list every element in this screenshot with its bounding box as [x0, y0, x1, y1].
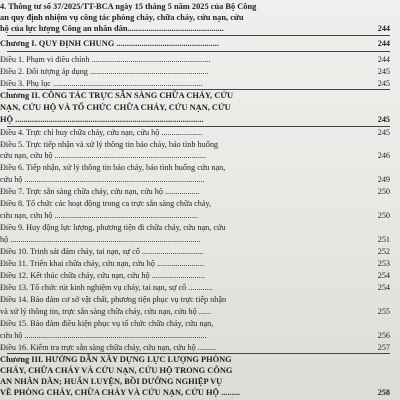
toc-page-number: 253 — [377, 259, 390, 268]
toc-text: Điều 1. Phạm vi điều chỉnh .......................................................... — [0, 55, 211, 64]
toc-row — [0, 24, 400, 34]
toc-row — [0, 343, 400, 353]
toc-text: Điều 12. Kết thúc chữa cháy, cứu nạn, cứu hộ .......................... — [0, 271, 205, 280]
toc-page-number: 251 — [377, 235, 390, 244]
toc-row — [0, 151, 400, 161]
toc-page-number: 245 — [377, 128, 390, 137]
toc-row — [0, 295, 400, 305]
toc-text: Chương III. HƯỚNG DẪN XÂY DỰNG LỰC LƯỢNG PHÒNG — [0, 355, 232, 364]
toc-text: 4. Thông tư số 37/2025/TT-BCA ngày 15 tháng 5 năm 2025 của Bộ Công — [0, 2, 257, 11]
toc-text: cứu nạn, cứu hộ .......................................................................... — [0, 151, 207, 160]
toc-row — [0, 175, 400, 185]
toc-row — [0, 355, 400, 365]
toc-text: Điều 10. Trinh sát đám cháy, tai nạn, sự cố .............................. — [0, 247, 204, 256]
toc-row — [0, 128, 400, 138]
toc-page-number: 255 — [377, 307, 390, 316]
section-divider — [7, 353, 390, 354]
toc-page-number: 258 — [377, 388, 390, 397]
section-divider — [7, 51, 390, 52]
toc-row — [0, 115, 400, 125]
toc-row — [0, 377, 400, 387]
toc-text: Điều 5. Trực tiếp nhận và xử lý thông tin báo cháy, báo tình huống — [0, 140, 219, 149]
toc-text: hộ của lực lượng Công an nhân dân.............................................. — [0, 24, 224, 33]
toc-text: Điều 13. Tổ chức rút kinh nghiệm vụ cháy, tai nạn, sự cố ............ — [0, 283, 213, 292]
toc-row — [0, 13, 400, 23]
toc-row — [0, 199, 400, 209]
toc-page-number: 256 — [377, 331, 390, 340]
toc-text: và xử lý thông tin, trực sẵn sàng chữa cháy, cứu nạn, cứu hộ ...... — [0, 307, 212, 316]
toc-text: HỘ .......................................................................................... — [0, 115, 204, 124]
toc-text: an quy định nhiệm vụ công tác phòng cháy, chữa cháy, cứu nạn, cứu — [0, 13, 244, 22]
toc-text: Điều 2. Đối tượng áp dụng .......................................................... — [0, 67, 209, 76]
toc-row — [0, 163, 400, 173]
toc-text: Điều 7. Trực sẵn sàng chữa cháy, cứu nạn, cứu hộ ................. — [0, 187, 200, 196]
toc-page-number: 244 — [377, 39, 390, 48]
toc-text: VỀ PHÒNG CHÁY, CHỮA CHÁY VÀ CỨU NẠN, CỨU HỘ ......... — [0, 388, 241, 397]
toc-row — [0, 388, 400, 398]
toc-row — [0, 103, 400, 113]
toc-row — [0, 211, 400, 221]
toc-page-number: 244 — [377, 24, 390, 33]
toc-text: AN NHÂN DÂN; HUẤN LUYỆN, BỒI DƯỠNG NGHIỆP VỤ — [0, 377, 223, 386]
toc-row — [0, 247, 400, 257]
toc-row — [0, 187, 400, 197]
toc-row — [0, 140, 400, 150]
toc-row — [0, 366, 400, 376]
toc-page-number: 254 — [377, 271, 390, 280]
section-divider — [7, 35, 390, 36]
toc-text: hộ ............................................................................................. — [0, 235, 201, 244]
toc-row — [0, 271, 400, 281]
toc-row — [0, 39, 400, 49]
toc-page-number: 250 — [377, 211, 390, 220]
toc-text: NẠN, CỨU HỘ VÀ TỔ CHỨC CHỮA CHÁY, CỨU NẠN, CỨU — [0, 103, 231, 112]
toc-page-number: 257 — [377, 343, 390, 352]
section-divider — [7, 89, 390, 90]
toc-row — [0, 91, 400, 101]
toc-row — [0, 259, 400, 269]
toc-text: Điều 4. Trực chỉ huy chữa cháy, cứu nạn, cứu hộ .................... — [0, 128, 203, 137]
toc-page-number: 249 — [377, 175, 390, 184]
toc-page-number: 245 — [377, 67, 390, 76]
toc-row — [0, 67, 400, 77]
toc-text: Chương II. CÔNG TÁC TRỰC SẴN SÀNG CHỮA CHÁY, CỨU — [0, 91, 234, 100]
toc-text: cứu hộ ......................................................................................... — [0, 331, 207, 340]
toc-text: Điều 11. Triển khai chữa cháy, cứu nạn, cứu hộ ....................... — [0, 259, 204, 268]
toc-row — [0, 223, 400, 233]
toc-row — [0, 283, 400, 293]
toc-row — [0, 235, 400, 245]
toc-page-number: 244 — [377, 55, 390, 64]
toc-row — [0, 331, 400, 341]
toc-text: Điều 16. Kiểm tra trực sẵn sàng chữa cháy, cứu nạn, cứu hộ ......... — [0, 343, 217, 352]
toc-page-number: 254 — [377, 283, 390, 292]
toc-text: Điều 3. Phụ lục ......................................................................... — [0, 79, 203, 88]
toc-row — [0, 319, 400, 329]
toc-text: CHÁY, CHỮA CHÁY VÀ CỨU NẠN, CỨU HỘ TRONG CÔNG — [0, 366, 233, 375]
toc-page-number: 245 — [377, 115, 390, 124]
toc-text: cứu hộ ........................................................................................ — [0, 175, 205, 184]
toc-row — [0, 55, 400, 65]
toc-text: Chương I. QUY ĐỊNH CHUNG ................................................. — [0, 39, 219, 48]
toc-page-number: 250 — [377, 187, 390, 196]
toc-page-number: 246 — [377, 151, 390, 160]
toc-text: Điều 14. Bảo đảm cơ sở vật chất, phương tiện phục vụ trực tiếp nhận — [0, 295, 227, 304]
toc-text: Điều 15. Bảo đảm điều kiện phục vụ tổ chức chữa cháy, cứu nạn, — [0, 319, 214, 328]
section-divider — [7, 126, 390, 127]
toc-text: Điều 8. Tổ chức các hoạt động trong ca trực sẵn sàng chữa cháy, — [0, 199, 212, 208]
toc-row — [0, 2, 400, 12]
toc-page-number: 252 — [377, 247, 390, 256]
toc-text: cứu nạn, cứu hộ ...................................................................... — [0, 211, 198, 220]
toc-row — [0, 79, 400, 89]
toc-page-number: 245 — [377, 79, 390, 88]
toc-text: Điều 6. Tiếp nhận, xử lý thông tin báo cháy, báo tình huống cứu nạn, — [0, 163, 226, 172]
toc-text: Điều 9. Huy động lực lượng, phương tiện đi chữa cháy, cứu nạn, cứu — [0, 223, 226, 232]
toc-row — [0, 307, 400, 317]
